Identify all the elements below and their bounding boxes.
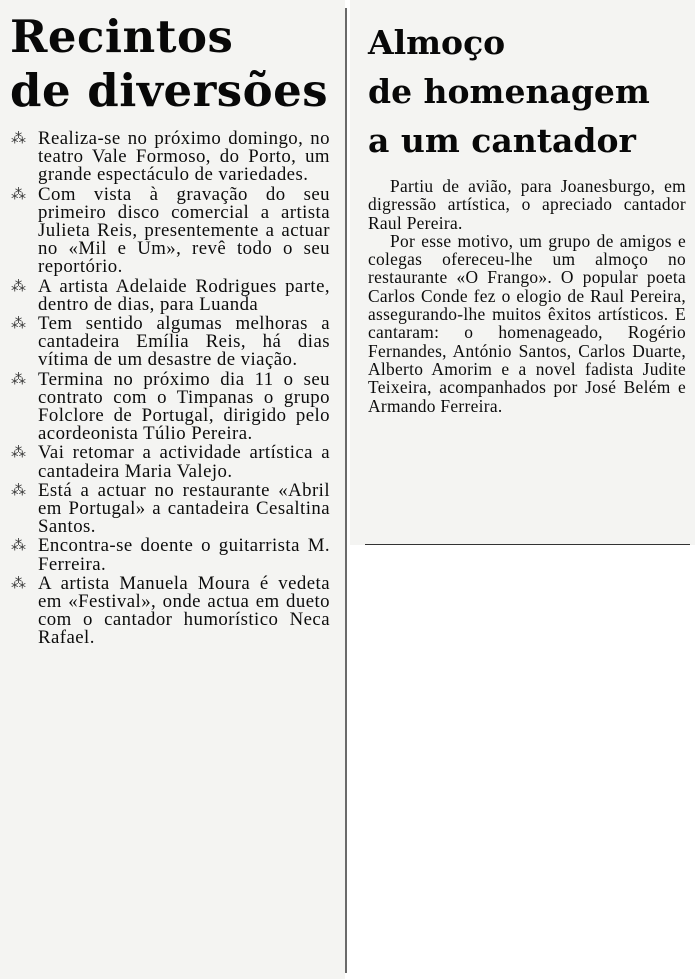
news-brief: [10, 183, 330, 278]
column-divider: [345, 8, 347, 973]
asterism-icon: ⁂: [11, 482, 27, 499]
news-brief: [10, 368, 330, 445]
news-brief-list: [10, 130, 330, 648]
headline-line: de diversões: [10, 64, 329, 117]
headline-line: Almoço: [368, 23, 506, 62]
brief-text: Tem sentido algumas melhoras a cantadeira Emília Reis, há dias vítima de um desastre de viação.: [38, 313, 330, 371]
article-paragraph: Por esse motivo, um grupo de amigos e colegas ofereceu-lhe um almoço no restaurante «O Frango». O popular poeta Carlos Conde fez o elogio de Raul Pereira, assegurando-lhe muitos êxitos artísticos. E cantaram: o homenageado, Rogério Fernandes, António Santos, Carlos Duarte, Alberto Amorim e a novel fadista Judite Teixeira, acompanhados por José Belém e Armando Ferreira.: [368, 230, 686, 416]
brief-text: Termina no próximo dia 11 o seu contrato com o Timpanas o grupo Folclore de Portugal, dirigido pelo acordeonista Túlio Pereira.: [38, 368, 330, 445]
headline-line: a um cantador: [368, 121, 636, 160]
homenagem-article: [368, 177, 686, 415]
news-brief: [10, 130, 330, 185]
asterism-icon: ⁂: [11, 538, 27, 555]
brief-text: Com vista à gravação do seu primeiro disco comercial a artista Julieta Reis, presentemente a actuar no «Mil e Um», revê todo o seu reportório.: [38, 183, 330, 278]
news-brief: [10, 315, 330, 370]
asterism-icon: ⁂: [11, 131, 27, 147]
news-brief: [10, 572, 330, 649]
headline-line: de homenagem: [368, 72, 650, 111]
asterism-icon: ⁂: [11, 316, 27, 333]
headline-line: Recintos: [10, 10, 234, 63]
brief-text: Está a actuar no restaurante «Abril em Portugal» a cantadeira Cesaltina Santos.: [38, 479, 330, 538]
article-end-rule: [365, 544, 690, 545]
news-brief: [10, 275, 330, 315]
diversoes-headline: [10, 10, 330, 118]
article-paragraph: Partiu de avião, para Joanesburgo, em digressão artística, o apreciado cantador Raul Pereira.: [368, 176, 686, 233]
asterism-icon: ⁂: [11, 186, 27, 203]
homenagem-column: [368, 18, 686, 415]
asterism-icon: ⁂: [11, 575, 27, 592]
brief-text: Vai retomar a actividade artística a cantadeira Maria Valejo.: [38, 442, 330, 482]
brief-text: Encontra-se doente o guitarrista M. Ferreira.: [38, 535, 330, 575]
news-brief: [10, 444, 330, 480]
brief-text: A artista Adelaide Rodrigues parte, dentro de dias, para Luanda: [38, 275, 330, 315]
brief-text: Realiza-se no próximo domingo, no teatro Vale Formoso, do Porto, um grande espectáculo de variedades.: [38, 128, 330, 186]
homenagem-headline: [368, 18, 686, 165]
diversoes-column: [10, 10, 330, 649]
news-brief: [10, 537, 330, 573]
asterism-icon: ⁂: [11, 278, 27, 295]
brief-text: A artista Manuela Moura é vedeta em «Festival», onde actua em dueto com o cantador humorístico Neca Rafael.: [38, 572, 330, 649]
asterism-icon: ⁂: [11, 445, 27, 462]
news-brief: [10, 479, 330, 538]
asterism-icon: ⁂: [11, 371, 27, 388]
